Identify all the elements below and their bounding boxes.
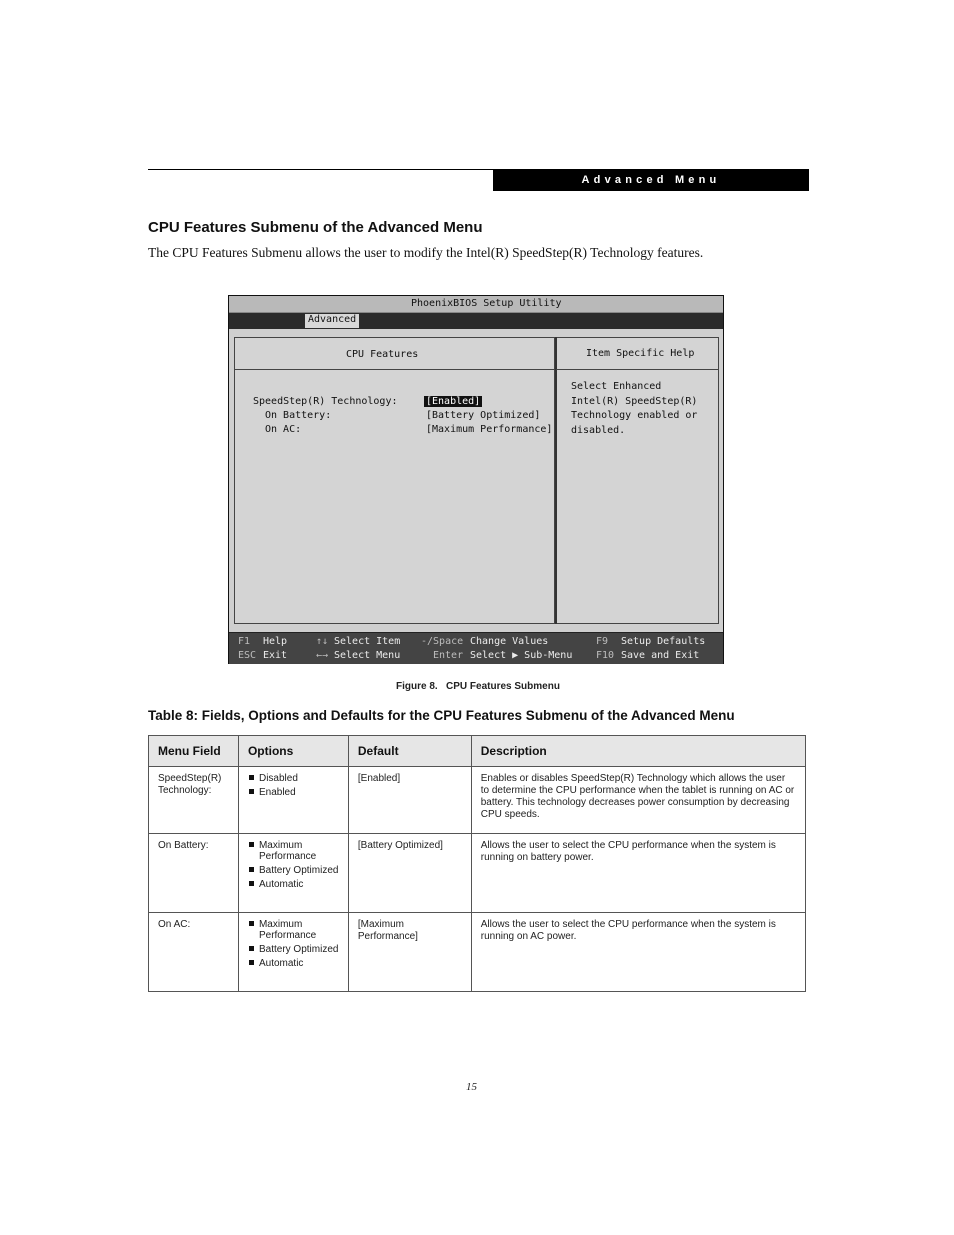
option-item: Disabled [248,773,339,784]
table-row [149,767,806,834]
space-label: Change Values [470,636,549,647]
option-item: Automatic [248,879,339,890]
esc-key: ESC [238,650,257,661]
bios-field-speedstep-value[interactable] [424,396,482,408]
bios-selected-value[interactable]: [Enabled] [426,396,481,407]
bios-main-panel [234,337,555,624]
column-header: Options [238,736,348,767]
figure-caption: Figure 8. CPU Features Submenu [396,681,560,692]
f10-key: F10 [596,650,615,661]
table-title: Table 8: Fields, Options and Defaults for the CPU Features Submenu of the Advanced Menu [148,708,735,723]
header-rule [148,169,493,170]
section-header-tab: Advanced Menu [493,169,809,191]
leftright-label: Select Menu [334,650,401,661]
enter-key: Enter [433,650,464,661]
left-right-arrows-icon: ←→ [316,650,329,661]
option-item: Battery Optimized [248,944,339,955]
up-down-arrows-icon: ↑↓ [316,636,329,647]
enter-label: Select ▶ Sub-Menu [470,650,573,661]
bios-field-ac-label: On AC: [265,424,302,435]
bios-field-ac-value[interactable]: [Maximum Performance] [426,424,553,435]
updown-label: Select Item [334,636,401,647]
space-key: -/Space [421,636,464,647]
description-cell: Allows the user to select the CPU performance when the system is running on AC power. [471,913,805,992]
fields-table [148,735,806,992]
bios-field-battery-label: On Battery: [265,410,332,421]
section-title: CPU Features Submenu of the Advanced Menu [148,219,483,236]
column-header: Default [348,736,471,767]
f9-label: Setup Defaults [621,636,706,647]
bios-help-line: Technology enabled or [571,410,698,421]
bios-main-divider [234,369,555,370]
option-item: Maximum Performance [248,919,339,941]
description-cell: Enables or disables SpeedStep(R) Technology which allows the user to determine the CPU performance when the tablet is running on AC or battery. This technology decreases power consumption by decreasing CPU speeds. [471,767,805,834]
f1-label: Help [263,636,288,647]
menu-field-cell: On AC: [149,913,239,992]
bios-help-heading: Item Specific Help [586,348,695,359]
option-item: Automatic [248,958,339,969]
option-item: Battery Optimized [248,865,339,876]
default-cell: [Battery Optimized] [348,834,471,913]
bios-footer [229,632,723,664]
bios-tab-advanced[interactable]: Advanced [305,314,359,328]
column-header: Menu Field [149,736,239,767]
table-row [149,834,806,913]
bios-help-divider [556,369,719,370]
menu-field-cell: SpeedStep(R) Technology: [149,767,239,834]
bios-help-line: Select Enhanced [571,381,662,392]
default-cell: [Enabled] [348,767,471,834]
f1-key: F1 [238,636,251,647]
bios-field-battery-value[interactable]: [Battery Optimized] [426,410,541,421]
bios-help-line: Intel(R) SpeedStep(R) [571,396,698,407]
default-cell: [Maximum Performance] [348,913,471,992]
bios-help-line: disabled. [571,425,626,436]
f9-key: F9 [596,636,609,647]
option-item: Enabled [248,787,339,798]
bios-panel-shadow [555,337,557,624]
column-header: Description [471,736,805,767]
bios-title: PhoenixBIOS Setup Utility [411,298,562,309]
bios-field-speedstep-label: SpeedStep(R) Technology: [253,396,398,407]
options-cell [238,834,348,913]
f10-label: Save and Exit [621,650,700,661]
intro-paragraph: The CPU Features Submenu allows the user to modify the Intel(R) SpeedStep(R) Technology features. [148,245,704,260]
table-header-row [149,736,806,767]
bios-menu-bar [229,313,723,329]
esc-label: Exit [263,650,288,661]
options-cell [238,767,348,834]
description-cell: Allows the user to select the CPU performance when the system is running on battery power. [471,834,805,913]
bios-main-heading: CPU Features [346,349,419,360]
option-item: Maximum Performance [248,840,339,862]
bios-screen [228,295,724,664]
options-cell [238,913,348,992]
menu-field-cell: On Battery: [149,834,239,913]
page-number: 15 [466,1081,477,1093]
table-row [149,913,806,992]
